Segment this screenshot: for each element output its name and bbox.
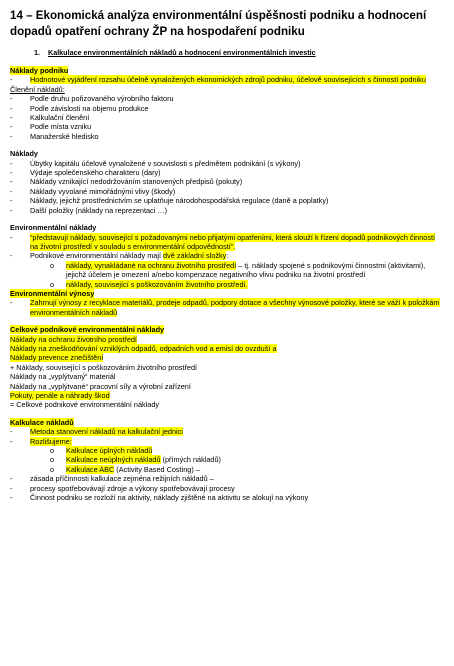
list-item	[10, 233, 444, 252]
list-item: - Úbytky kapitálu účelově vynaložené v souvislosti s předmětem podnikání (s výkony)	[10, 159, 444, 168]
list-item	[10, 298, 444, 317]
sub1-highlight: náklady, vynakládané na ochranu životního prostředí	[66, 260, 237, 270]
block-naklady	[10, 149, 444, 215]
list-item: - procesy spotřebovávají zdroje a výkony spotřebovávají procesy	[10, 484, 444, 493]
sub-rest: (Activity Based Costing) –	[114, 464, 200, 474]
block-env-vynosy	[10, 289, 444, 317]
sub-rest: (přímých nákladů)	[160, 455, 221, 465]
list-env-naklady	[10, 233, 444, 261]
sub1-rest: – tj. náklady spojené s podnikovými činnostmi (aktivitami), jejichž účelem je omezení a/nebo kompenzace negativního vlivu podniku na životní prostředí	[66, 260, 426, 280]
block-env-naklady	[10, 223, 444, 289]
list-item	[10, 251, 444, 260]
section-heading-text: Kalkulace environmentálních nákladů a hodnocení environmentálních investic	[48, 48, 316, 57]
list-env-vynosy	[10, 298, 444, 317]
heading-env-naklady: Environmentální náklady	[10, 223, 97, 233]
celkove-pokuty: Pokuty, penále a náhrady škod	[10, 391, 110, 400]
sub2-highlight: náklady, související s poškozováním životního prostředí.	[66, 279, 248, 289]
celkove-line: Náklady na ochranu životního prostředí	[10, 334, 137, 344]
section-heading	[34, 48, 444, 58]
vynosy-text: Zahrnují výnosy z recyklace materiálů, prodeje odpadů, podpory dotace a všechny výnosové položky, které se váží k položkám environmentálních nákladů	[30, 298, 440, 317]
list-item	[10, 437, 444, 446]
list-item: - Další položky (náklady na reprezentaci …)	[10, 206, 444, 215]
sub-list-item	[10, 455, 444, 464]
quote-text: “představují náklady, související s požadovanými nebo přijatými opatřeními, která slouží k řízení dopadů podnikových činností na životní prostředí v souladu s environmentální odpovědností”.	[30, 232, 436, 251]
list-cleneni	[10, 94, 444, 141]
list-item: - Náklady, jejichž prostřednictvím se uplatňuje národohospodářská regulace (daně a poplatky)	[10, 196, 444, 205]
celkove-line: Náklady na zneškodňování vzniklých odpadů, odpadních vod a emisí do ovzduší a	[10, 343, 277, 353]
celkove-line: Náklady prevence znečištění	[10, 353, 104, 363]
list-item: - Náklady vznikající nedodržováním stanovených předpisů (pokuty)	[10, 177, 444, 186]
list-item: - Náklady vyvolané mimořádnými vlivy (škody)	[10, 187, 444, 196]
celkove-vyplytvany-1: Náklady na „vyplýtvaný“ materiál	[10, 372, 116, 382]
heading-naklady-podniku: Náklady podniku	[10, 66, 69, 75]
block-naklady-podniku	[10, 66, 444, 141]
heading-cleneni: Členění nákladů:	[10, 84, 65, 94]
sub-highlight: Kalkulace ABC	[66, 464, 115, 474]
celkove-vyplytvany-2: Náklady na „vyplýtvané“ pracovní síly a výrobní zařízení	[10, 381, 191, 391]
list-item: - Podle místa vzniku	[10, 122, 444, 131]
sub-list-item	[10, 446, 444, 455]
slozky-pre: Podnikové environmentální náklady mají	[30, 251, 164, 261]
heading-kalkulace: Kalkulace nákladů	[10, 417, 74, 427]
list-item: - zásada příčinnosti kalkulace zejména režijních nákladů –	[10, 474, 444, 483]
sub-list-item	[10, 465, 444, 474]
block-celkove	[10, 325, 444, 410]
block-kalkulace	[10, 418, 444, 503]
slozky-post: :	[226, 251, 229, 261]
celkove-result: = Celkové podnikové environmentální náklady	[10, 400, 160, 410]
sub-list-item	[10, 280, 444, 289]
list-kalkulace-sub	[10, 446, 444, 474]
sub-highlight: Kalkulace neúplných nákladů	[66, 455, 161, 465]
kalkulace-item-1: Metoda stanovení nákladů na kalkulační jednici	[30, 427, 183, 437]
list-env-slozky	[10, 261, 444, 289]
document-title: 14 – Ekonomická analýza environmentální úspěšnosti podniku a hodnocení dopadů opatření ochrany ŽP na hospodaření podniku	[10, 9, 427, 38]
heading-naklady: Náklady	[10, 149, 38, 159]
list-item: - Činnost podniku se rozloží na aktivity, náklady zjištěné na aktivitu se alokují na výkony	[10, 493, 444, 502]
list-item: - Výdaje společenského charakteru (dary)	[10, 168, 444, 177]
list-item	[10, 427, 444, 436]
list-item: - Kalkulační členění	[10, 113, 444, 122]
list-kalkulace-2	[10, 474, 444, 502]
list-kalkulace	[10, 427, 444, 446]
list-item	[10, 75, 444, 84]
slozky-highlight: dvě základní složky	[163, 251, 227, 261]
definition-text: Hodnotové vyjádření rozsahu účelně vynaložených ekonomických zdrojů podniku, účelově souvisejících s činností podniku	[30, 75, 426, 85]
sub-highlight: Kalkulace úplných nákladů	[66, 446, 153, 456]
heading-env-vynosy: Environmentální výnosy	[10, 288, 95, 298]
list-item: - Podle závislosti na objemu produkce	[10, 104, 444, 113]
list-item: - Manažerské hledisko	[10, 132, 444, 141]
kalkulace-item-2: Rozlišujeme:	[30, 436, 72, 446]
sub-list-item	[10, 261, 444, 280]
heading-celkove: Celkové podnikové environmentální náklady	[10, 325, 165, 335]
list-naklady	[10, 159, 444, 215]
list-item: - Podle druhu pořizovaného výrobního faktoru	[10, 94, 444, 103]
celkove-plus: + Náklady, související s poškozováním životního prostředí	[10, 362, 198, 372]
list-naklady-podniku-def	[10, 75, 444, 84]
section-number: 1.	[34, 48, 40, 57]
